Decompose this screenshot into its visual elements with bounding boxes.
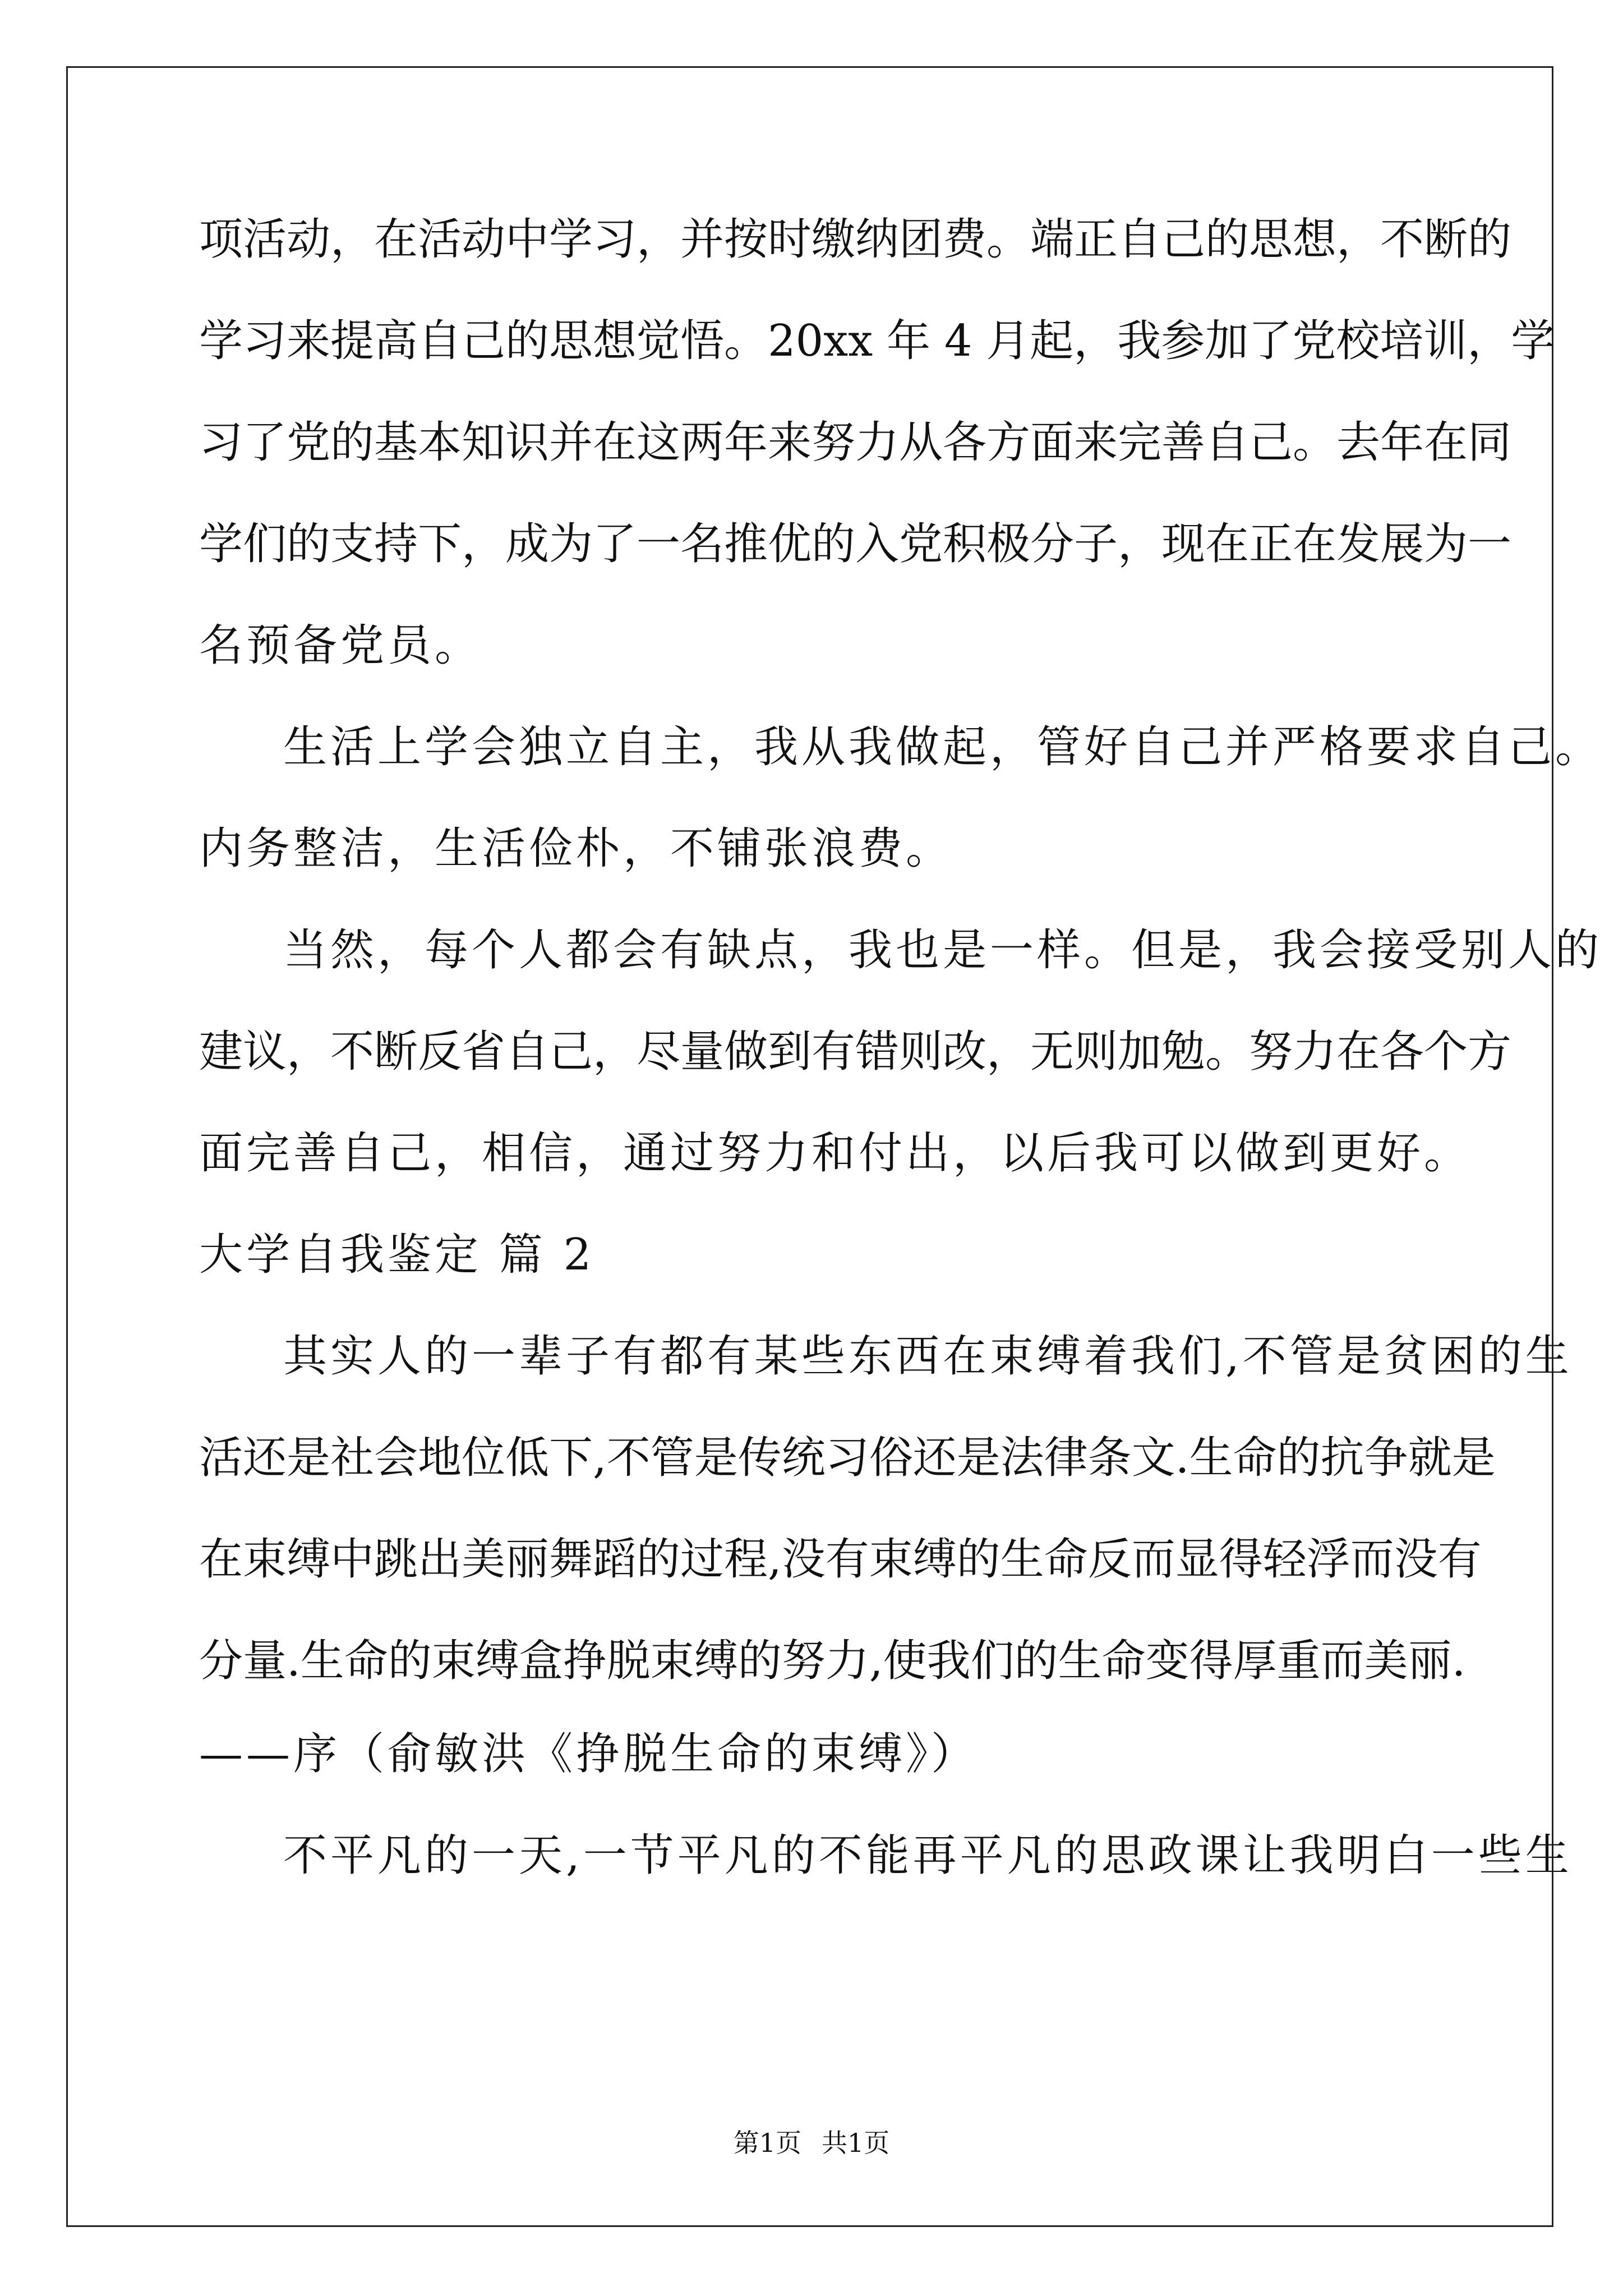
paragraph-first-line: 其实人的一辈子有都有某些东西在束缚着我们,不管是贫困的生 xyxy=(283,1331,1573,1382)
text-line: 学们的支持下，成为了一名推优的入党积极分子，现在正在发展为一 xyxy=(199,519,1512,569)
paragraph-first-line: 生活上学会独立自主，我从我做起，管好自己并严格要求自己。 xyxy=(283,722,1603,772)
text-line: 名预备党员。 xyxy=(199,620,482,671)
text-line: 建议，不断反省自己，尽量做到有错则改，无则加勉。努力在各个方 xyxy=(199,1027,1512,1077)
text-line: 内务整洁，生活俭朴，不铺张浪费。 xyxy=(199,823,953,874)
text-line: 分量.生命的束缚盒挣脱束缚的努力,使我们的生命变得厚重而美丽. xyxy=(199,1636,1466,1686)
paragraph-first-line: 当然，每个人都会有缺点，我也是一样。但是，我会接受别人的 xyxy=(283,925,1603,976)
text-line: 面完善自己，相信，通过努力和付出，以后我可以做到更好。 xyxy=(199,1128,1472,1179)
quote-attribution: ——序（俞敏洪《挣脱生命的束缚》） xyxy=(199,1729,979,1779)
page-footer xyxy=(0,2126,1623,2160)
text-line: 学习来提高自己的思想觉悟。20xx 年 4 月起，我参加了党校培训，学 xyxy=(199,316,1555,366)
text-line: 习了党的基本知识并在这两年来努力从各方面来完善自己。去年在同 xyxy=(199,417,1512,468)
text-line: 活还是社会地位低下,不管是传统习俗还是法律条文.生命的抗争就是 xyxy=(199,1433,1496,1483)
text-line: 项活动，在活动中学习，并按时缴纳团费。端正自己的思想，不断的 xyxy=(199,214,1512,265)
page-number: 第1页 xyxy=(733,2128,801,2158)
page-total: 共1页 xyxy=(822,2128,890,2158)
paragraph-first-line: 不平凡的一天,一节平凡的不能再平凡的思政课让我明白一些生 xyxy=(283,1830,1573,1881)
text-line: 在束缚中跳出美丽舞蹈的过程,没有束缚的生命反而显得轻浮而没有 xyxy=(199,1534,1482,1585)
section-heading: 大学自我鉴定 篇 2 xyxy=(199,1230,595,1280)
